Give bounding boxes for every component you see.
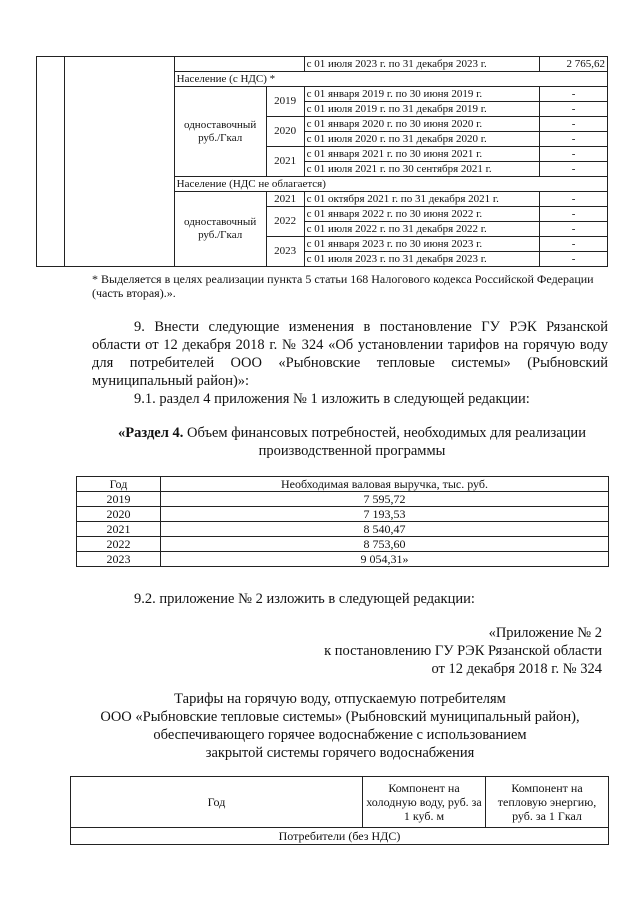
value-cell: -	[540, 132, 608, 147]
title-line: закрытой системы горячего водоснабжения	[205, 745, 475, 761]
header-year: Год	[71, 777, 363, 828]
period-cell: с 01 января 2023 г. по 30 июня 2023 г.	[304, 237, 539, 252]
table-header	[77, 477, 609, 492]
header-cold-water: Компонент на холодную воду, руб. за 1 куб. м	[363, 777, 486, 828]
table-header	[71, 777, 609, 828]
revenue-table	[76, 476, 609, 567]
period-cell: с 01 июля 2019 г. по 31 декабря 2019 г.	[304, 102, 539, 117]
table-row	[37, 57, 608, 72]
year-cell: 2023	[77, 552, 161, 567]
unit-cell: одноставочный руб./Гкал	[174, 87, 266, 177]
revenue-cell: 9 054,31»	[161, 552, 609, 567]
revenue-cell: 7 595,72	[161, 492, 609, 507]
period-cell: с 01 июля 2023 г. по 31 декабря 2023 г.	[304, 252, 539, 267]
table-row	[77, 522, 609, 537]
table-row	[77, 537, 609, 552]
header-year: Год	[77, 477, 161, 492]
tariff-table-bottom	[70, 776, 609, 845]
value-cell: -	[540, 192, 608, 207]
year-cell: 2020	[266, 117, 304, 147]
year-cell: 2021	[266, 147, 304, 177]
value-cell: -	[540, 117, 608, 132]
value-cell: -	[540, 87, 608, 102]
group-header: Потребители (без НДС)	[71, 828, 609, 845]
value-cell: -	[540, 147, 608, 162]
section-heading	[92, 424, 612, 460]
group-header: Население (с НДС) *	[174, 72, 607, 87]
appendix-line-3: от 12 декабря 2018 г. № 324	[431, 661, 602, 677]
value-cell: -	[540, 102, 608, 117]
year-cell: 2019	[266, 87, 304, 117]
table-row	[77, 492, 609, 507]
period-cell: с 01 января 2019 г. по 30 июня 2019 г.	[304, 87, 539, 102]
period-cell: с 01 октября 2021 г. по 31 декабря 2021 г.	[304, 192, 539, 207]
header-revenue: Необходимая валовая выручка, тыс. руб.	[161, 477, 609, 492]
appendix-header	[202, 624, 602, 678]
table-row	[77, 507, 609, 522]
value-cell: 2 765,62	[540, 57, 608, 72]
section-heading-text: Объем финансовых потребностей, необходимых для реализации производственной программы	[183, 425, 586, 459]
unit-cell: одноставочный руб./Гкал	[174, 192, 266, 267]
paragraph-9: 9. Внести следующие изменения в постановление ГУ РЭК Рязанской области от 12 декабря 2018 г. № 324 «Об установлении тарифов на горячую воду для потребителей ООО «Рыбновские тепловые системы» (Рыбновский муниципальный район)»:	[92, 319, 608, 389]
revenue-cell: 8 753,60	[161, 537, 609, 552]
year-cell: 2020	[77, 507, 161, 522]
period-cell: с 01 июля 2021 г. по 30 сентября 2021 г.	[304, 162, 539, 177]
title-line: Тарифы на горячую воду, отпускаемую потребителям	[174, 691, 506, 707]
header-heat: Компонент на тепловую энергию, руб. за 1 Гкал	[486, 777, 609, 828]
value-cell: -	[540, 207, 608, 222]
value-cell: -	[540, 237, 608, 252]
year-cell: 2022	[266, 207, 304, 237]
section-heading-bold: «Раздел 4.	[118, 425, 184, 441]
footnote: * Выделяется в целях реализации пункта 5 статьи 168 Налогового кодекса Российской Федерации (часть вторая).».	[92, 272, 594, 300]
paragraph-9-1: 9.1. раздел 4 приложения № 1 изложить в следующей редакции:	[134, 391, 530, 407]
year-cell: 2019	[77, 492, 161, 507]
year-cell: 2022	[77, 537, 161, 552]
title-line: обеспечивающего горячее водоснабжение с использованием	[153, 727, 527, 743]
year-cell: 2023	[266, 237, 304, 267]
value-cell: -	[540, 252, 608, 267]
paragraph-9-2: 9.2. приложение № 2 изложить в следующей редакции:	[134, 591, 475, 607]
period-cell: с 01 января 2020 г. по 30 июня 2020 г.	[304, 117, 539, 132]
appendix-line-1: «Приложение № 2	[488, 625, 602, 641]
title-line: ООО «Рыбновские тепловые системы» (Рыбновский муниципальный район),	[100, 709, 580, 725]
period-cell: с 01 июля 2023 г. по 31 декабря 2023 г.	[304, 57, 539, 72]
revenue-cell: 8 540,47	[161, 522, 609, 537]
tariff-title	[70, 690, 610, 762]
group-header: Население (НДС не облагается)	[174, 177, 607, 192]
table-row	[71, 828, 609, 845]
year-cell: 2021	[77, 522, 161, 537]
value-cell: -	[540, 162, 608, 177]
appendix-line-2: к постановлению ГУ РЭК Рязанской области	[324, 643, 602, 659]
tariff-table-top	[36, 56, 608, 267]
period-cell: с 01 июля 2020 г. по 31 декабря 2020 г.	[304, 132, 539, 147]
period-cell: с 01 июля 2022 г. по 31 декабря 2022 г.	[304, 222, 539, 237]
revenue-cell: 7 193,53	[161, 507, 609, 522]
year-cell: 2021	[266, 192, 304, 207]
period-cell: с 01 января 2021 г. по 30 июня 2021 г.	[304, 147, 539, 162]
value-cell: -	[540, 222, 608, 237]
period-cell: с 01 января 2022 г. по 30 июня 2022 г.	[304, 207, 539, 222]
table-row	[77, 552, 609, 567]
